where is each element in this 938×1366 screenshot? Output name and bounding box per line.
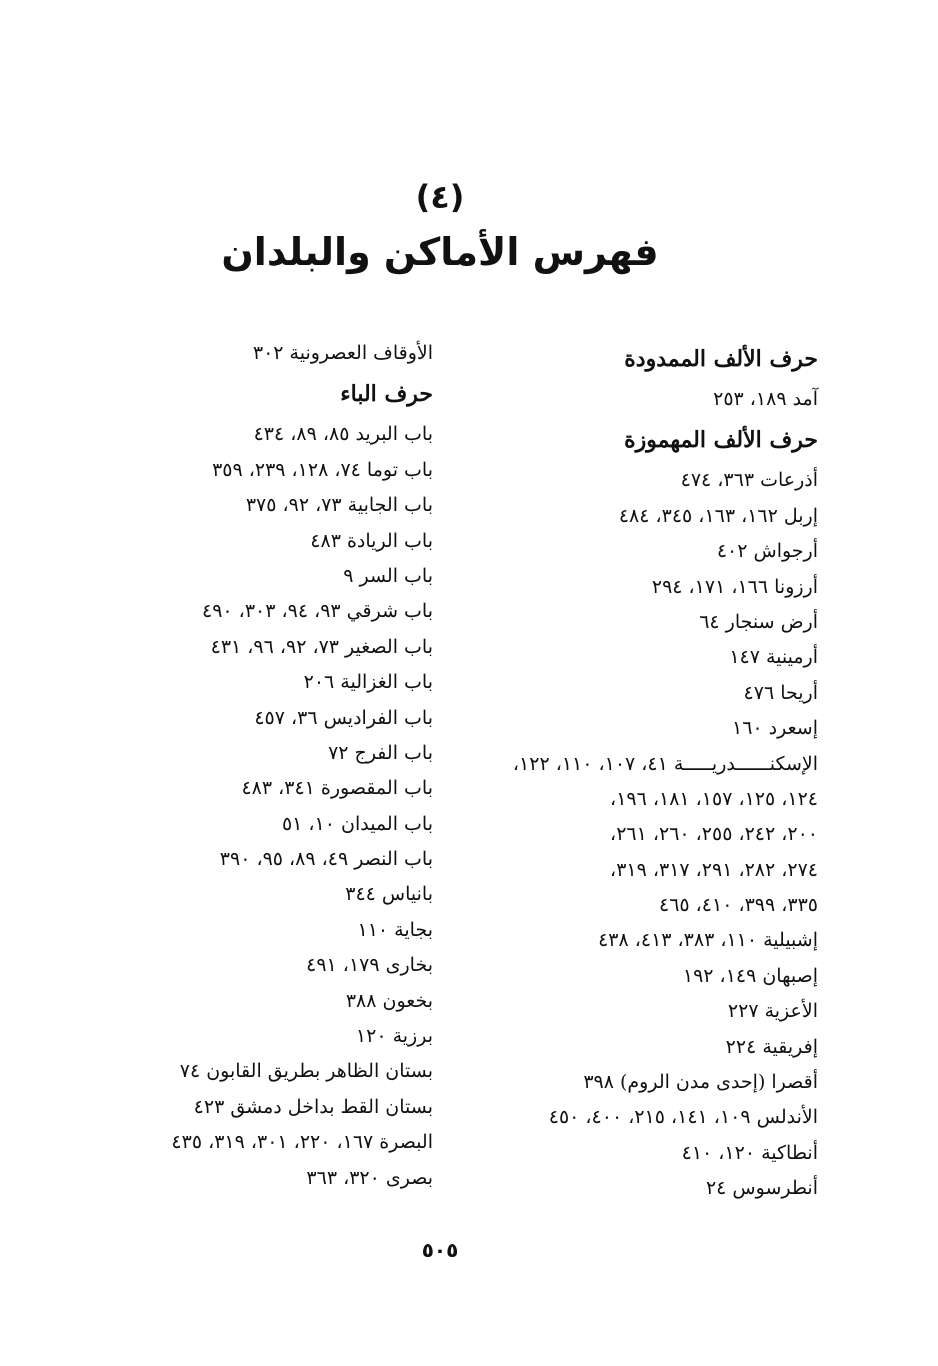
index-column-left <box>13 336 433 1196</box>
section-number: (٤) <box>415 178 465 216</box>
index-entry: باب الغزالية ٢٠٦ <box>303 671 433 694</box>
index-entry-continuation: ٢٧٤، ٢٨٢، ٢٩١، ٣١٧، ٣١٩، <box>610 858 818 881</box>
index-entry: إشبيلية ١١٠، ٣٨٣، ٤١٣، ٤٣٨ <box>598 929 818 952</box>
index-entry: بخعون ٣٨٨ <box>345 989 433 1012</box>
letter-heading-alif-mamduda: حرف الألف الممدودة <box>624 346 818 372</box>
index-entry: باب الجابية ٧٣، ٩٢، ٣٧٥ <box>245 494 433 517</box>
index-entry: بخارى ١٧٩، ٤٩١ <box>306 954 433 977</box>
index-entry: بجاية ١١٠ <box>357 918 433 941</box>
index-entry: باب الميدان ١٠، ٥١ <box>281 812 433 835</box>
index-entry: أذرعات ٣٦٣، ٤٧٤ <box>680 469 818 492</box>
index-entry: إصبهان ١٤٩، ١٩٢ <box>682 964 818 987</box>
index-entry: أنطرسوس ٢٤ <box>705 1177 818 1200</box>
index-entry: باب الصغير ٧٣، ٩٢، ٩٦، ٤٣١ <box>210 635 433 658</box>
index-entry: باب الفراديس ٣٦، ٤٥٧ <box>254 706 433 729</box>
index-entry: أرزونا ١٦٦، ١٧١، ٢٩٤ <box>651 575 818 598</box>
index-entry: أريحا ٤٧٦ <box>743 681 818 704</box>
index-entry: باب المقصورة ٣٤١، ٤٨٣ <box>241 777 433 800</box>
index-entry: باب البريد ٨٥، ٨٩، ٤٣٤ <box>253 423 433 446</box>
index-entry: البصرة ١٦٧، ٢٢٠، ٣٠١، ٣١٩، ٤٣٥ <box>171 1131 433 1154</box>
page-number: ٥٠٥ <box>421 1238 459 1262</box>
letter-heading-ba: حرف الباء <box>340 381 433 408</box>
index-entry: أقصرا (إحدى مدن الروم) ٣٩٨ <box>583 1071 818 1094</box>
index-entry: إسعرد ١٦٠ <box>732 717 818 740</box>
index-entry: إربل ١٦٢، ١٦٣، ٣٤٥، ٤٨٤ <box>618 504 818 527</box>
index-entry: بصرى ٣٢٠، ٣٦٣ <box>306 1166 433 1189</box>
page-title: فهرس الأماكن والبلدان <box>221 230 659 274</box>
index-entry: بستان القط بداخل دمشق ٤٢٣ <box>193 1095 433 1118</box>
index-entry: برزية ١٢٠ <box>355 1025 433 1048</box>
index-entry: أرض سنجار ٦٤ <box>699 610 818 633</box>
index-entry: الأندلس ١٠٩، ١٤١، ٢١٥، ٤٠٠، ٤٥٠ <box>548 1106 818 1129</box>
index-entry-continuation: ١٢٤، ١٢٥، ١٥٧، ١٨١، ١٩٦، <box>610 787 818 810</box>
index-entry: إفريقية ٢٢٤ <box>725 1035 818 1058</box>
index-entry: أنطاكية ١٢٠، ٤١٠ <box>681 1141 818 1164</box>
index-entry: الأوقاف العصرونية ٣٠٢ <box>252 342 433 364</box>
index-entry: الإسكنــــــدريـــــة ٤١، ١٠٧، ١١٠، ١٢٢، <box>512 752 818 775</box>
index-entry: الأعزية ٢٢٧ <box>727 1000 818 1023</box>
index-entry: باب الريادة ٤٨٣ <box>310 529 433 552</box>
index-entry: آمد ١٨٩، ٢٥٣ <box>713 388 818 410</box>
index-entry: أرجواش ٤٠٢ <box>716 540 818 563</box>
index-entry-continuation: ٣٣٥، ٣٩٩، ٤١٠، ٤٦٥ <box>658 894 818 917</box>
index-entry: باب توما ٧٤، ١٢٨، ٢٣٩، ٣٥٩ <box>212 458 433 481</box>
index-entry: أرمينية ١٤٧ <box>729 646 818 669</box>
index-entry: باب شرقي ٩٣، ٩٤، ٣٠٣، ٤٩٠ <box>202 600 433 623</box>
index-column-right <box>458 336 818 1207</box>
index-entry-continuation: ٢٠٠، ٢٤٢، ٢٥٥، ٢٦٠، ٢٦١، <box>610 823 818 846</box>
index-entry: باب السر ٩ <box>343 564 433 587</box>
index-entry: بانياس ٣٤٤ <box>345 883 433 906</box>
index-entry: باب النصر ٤٩، ٨٩، ٩٥، ٣٩٠ <box>219 848 433 871</box>
index-entry: باب الفرج ٧٢ <box>328 741 433 764</box>
letter-heading-alif-mahmuza: حرف الألف المهموزة <box>624 427 818 454</box>
index-entry: بستان الظاهر بطريق القابون ٧٤ <box>179 1060 433 1083</box>
